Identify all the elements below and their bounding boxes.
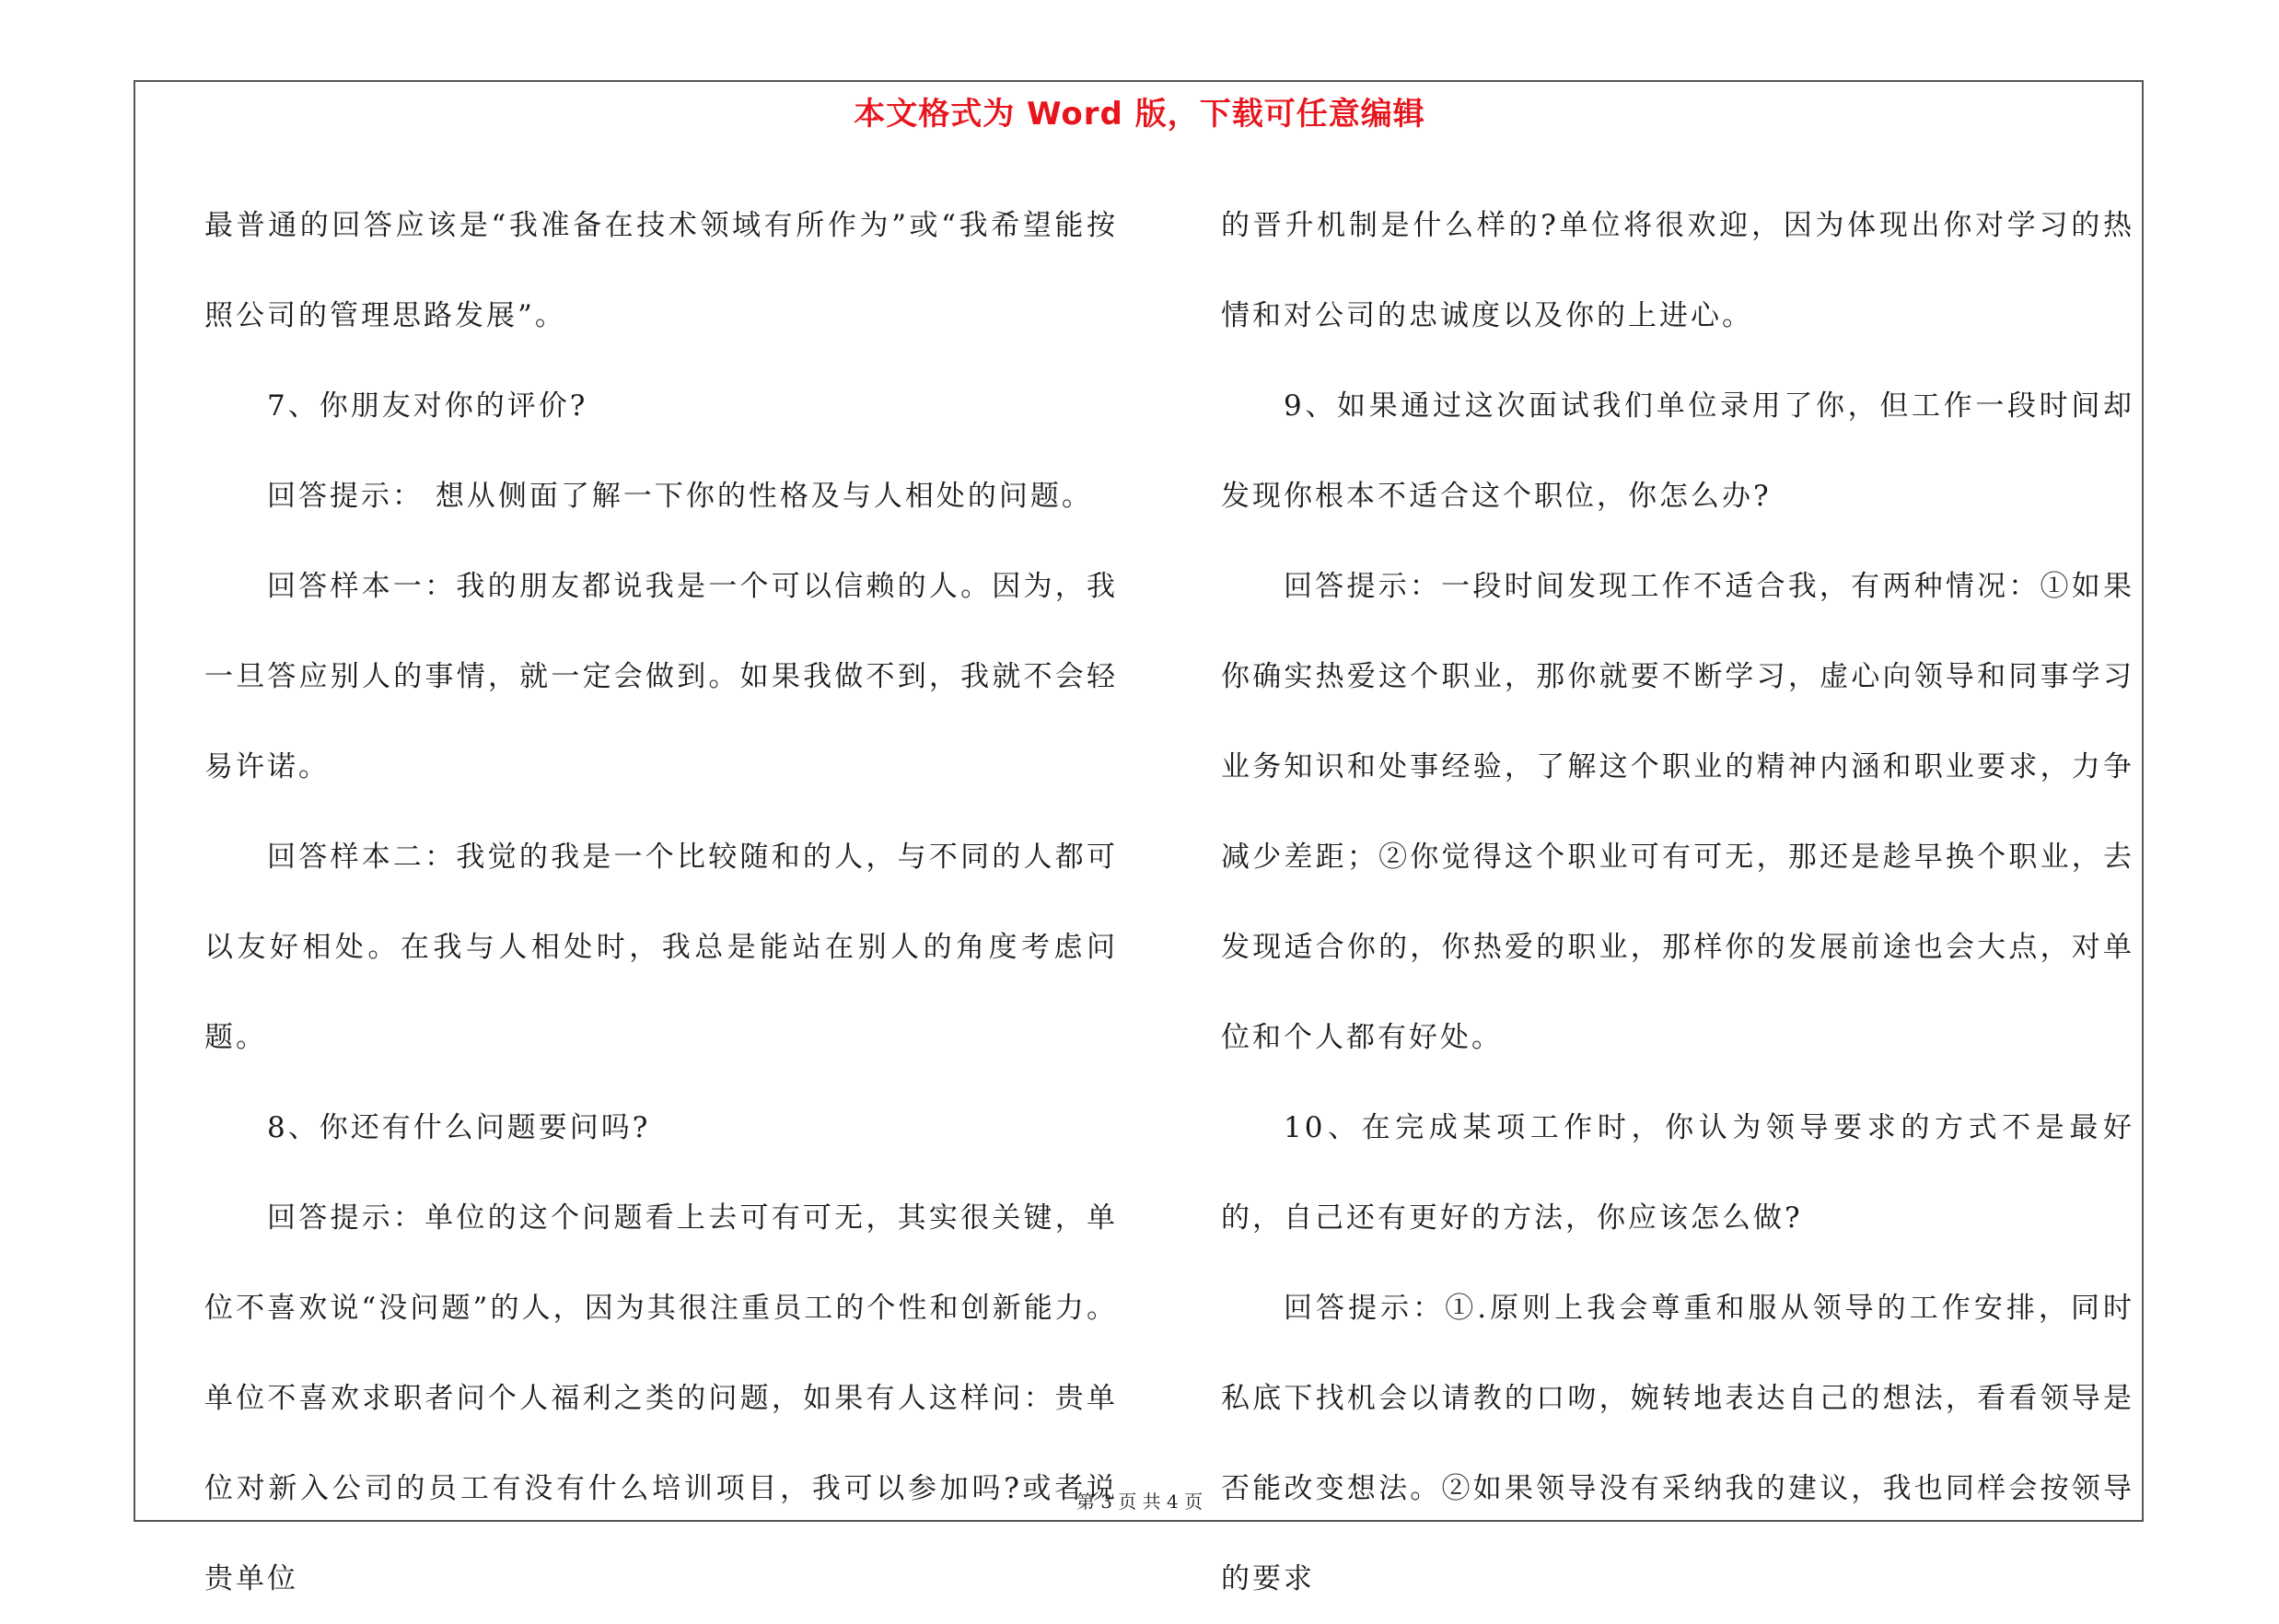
page-number: 第 3 页 共 4 页 <box>1076 1491 1203 1513</box>
question-heading: 10、在完成某项工作时，你认为领导要求的方式不是最好的，自己还有更好的方法，你应该怎么做? <box>1221 1111 2134 1235</box>
question-heading: 9、如果通过这次面试我们单位录用了你，但工作一段时间却发现你根本不适合这个职位，你怎么办? <box>1221 389 2134 513</box>
right-column <box>1221 180 2134 1624</box>
question-heading: 7、你朋友对你的评价? <box>267 389 588 423</box>
paragraph: 回答提示：一段时间发现工作不适合我，有两种情况：①如果你确实热爱这个职业，那你就要不断学习，虚心向领导和同事学习业务知识和处事经验，了解这个职业的精神内涵和职业要求，力争减少差距；②你觉得这个职业可有可无，那还是趁早换个职业，去发现适合你的，你热爱的职业，那样你的发展前途也会大点，对单位和个人都有好处。 <box>1221 570 2134 1054</box>
format-banner: 本文格式为 Word 版，下载可任意编辑 <box>854 96 1425 133</box>
left-column <box>204 180 1118 1624</box>
paragraph: 回答提示：单位的这个问题看上去可有可无，其实很关键，单位不喜欢说“没问题”的人，因为其很注重员工的个性和创新能力。单位不喜欢求职者问个人福利之类的问题，如果有人这样问：贵单位对新入公司的员工有没有什么培训项目，我可以参加吗?或者说贵单位 <box>204 1201 1118 1595</box>
paragraph: 回答提示： 想从侧面了解一下你的性格及与人相处的问题。 <box>267 480 1093 513</box>
paragraph: 的晋升机制是什么样的?单位将很欢迎，因为体现出你对学习的热情和对公司的忠诚度以及你的上进心。 <box>1221 209 2134 332</box>
question-heading: 8、你还有什么问题要问吗? <box>267 1111 651 1144</box>
paragraph: 最普通的回答应该是“我准备在技术领域有所作为”或“我希望能按照公司的管理思路发展”。 <box>204 209 1118 332</box>
paragraph: 回答样本一：我的朋友都说我是一个可以信赖的人。因为，我一旦答应别人的事情，就一定会做到。如果我做不到，我就不会轻易许诺。 <box>204 570 1118 783</box>
paragraph: 回答提示：①.原则上我会尊重和服从领导的工作安排，同时私底下找机会以请教的口吻，婉转地表达自己的想法，看看领导是否能改变想法。②如果领导没有采纳我的建议，我也同样会按领导的要求 <box>1221 1292 2134 1595</box>
paragraph: 回答样本二：我觉的我是一个比较随和的人，与不同的人都可以友好相处。在我与人相处时，我总是能站在别人的角度考虑问题。 <box>204 841 1118 1054</box>
